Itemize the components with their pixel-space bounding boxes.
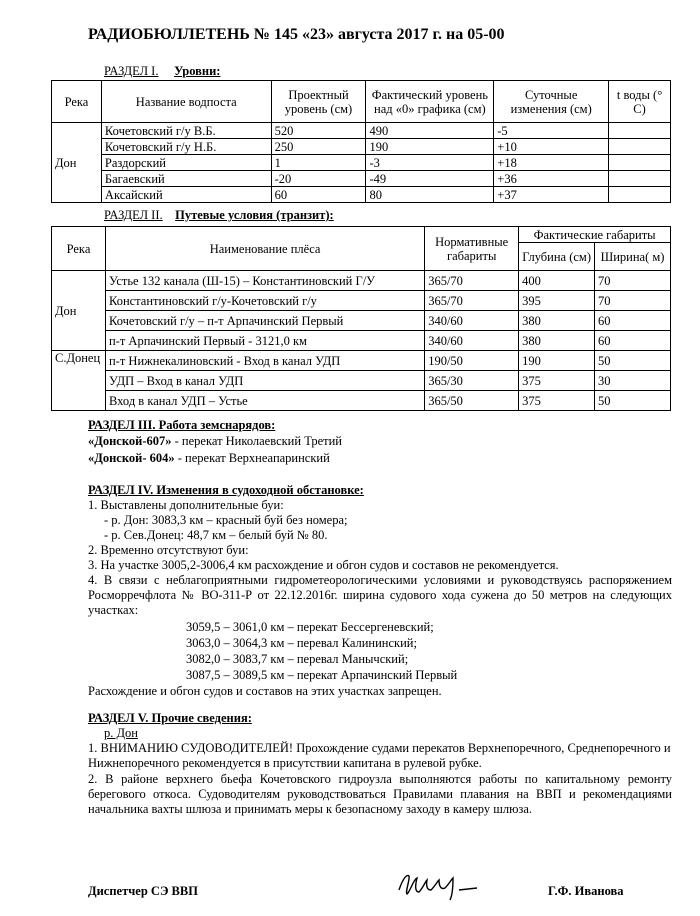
section4-item1-a: - р. Дон: 3083,3 км – красный буй без номера; — [104, 513, 348, 527]
transit-header-width: Ширина( м) — [595, 243, 671, 271]
transit-river-cell: Дон — [52, 271, 106, 351]
table-row — [52, 155, 671, 171]
transit-header-river: Река — [52, 227, 106, 271]
transit-reach: Кочетовский г/у – п-т Арпачинский Первый — [105, 311, 424, 331]
section1-heading — [104, 64, 220, 79]
transit-header-actual: Фактические габариты — [519, 227, 671, 243]
narrowed-segment: 3082,0 – 3083,7 км – перевал Манычский; — [186, 652, 409, 666]
section4-item1: 1. Выставлены дополнительные буи: — [88, 498, 284, 512]
table-row — [52, 171, 671, 187]
section5-item2: 2. В районе верхнего бьефа Кочетовского гидроузла выполняются работы по капитальному ремонту берегового откоса. Судоводителям руководствоваться Правилами плавания на ВВП и рекомендациями начальника вахты шлюза и принимать меры к безопасному заходу в камеру шлюза. — [88, 772, 672, 816]
section1-name: Уровни: — [174, 64, 221, 78]
levels-temp — [609, 155, 671, 171]
narrowed-segment: 3063,0 – 3064,3 км – перевал Калининский; — [186, 636, 417, 650]
transit-width: 50 — [595, 351, 671, 371]
levels-actual: 190 — [366, 139, 494, 155]
transit-header-depth: Глубина (см) — [519, 243, 595, 271]
table-row — [52, 371, 671, 391]
levels-post: Кочетовский г/у Н.Б. — [101, 139, 271, 155]
levels-design: 520 — [271, 123, 366, 139]
transit-width: 60 — [595, 311, 671, 331]
transit-normative: 365/30 — [425, 371, 519, 391]
dispatcher-role: Диспетчер СЭ ВВП — [88, 884, 198, 898]
levels-actual: -49 — [366, 171, 494, 187]
table-row — [52, 291, 671, 311]
levels-temp — [609, 187, 671, 203]
levels-temp — [609, 139, 671, 155]
table-row — [52, 391, 671, 411]
section2-name: Путевые условия (транзит): — [175, 208, 334, 222]
levels-header-temp: t воды (° С) — [609, 81, 671, 123]
levels-daily: -5 — [494, 123, 609, 139]
narrowed-segment: 3087,5 – 3089,5 км – перекат Арпачинский Первый — [186, 668, 458, 682]
narrowed-segment: 3059,5 – 3061,0 км – перекат Бессергеневский; — [186, 620, 434, 634]
table-row — [52, 311, 671, 331]
levels-header-post: Название водпоста — [101, 81, 271, 123]
transit-header-row — [52, 227, 671, 243]
levels-post: Раздорский — [101, 155, 271, 171]
dredger-line — [88, 451, 330, 466]
levels-header-daily: Суточные изменения (см) — [494, 81, 609, 123]
transit-normative: 365/50 — [425, 391, 519, 411]
levels-table — [51, 80, 671, 203]
levels-header-row — [52, 81, 671, 123]
transit-width: 70 — [595, 291, 671, 311]
transit-depth: 400 — [519, 271, 595, 291]
table-row — [52, 271, 671, 291]
levels-temp — [609, 123, 671, 139]
levels-design: 250 — [271, 139, 366, 155]
levels-header-actual: Фактический уровень над «0» графика (см) — [366, 81, 494, 123]
levels-actual: 80 — [366, 187, 494, 203]
transit-reach: Устье 132 канала (Ш-15) – Константиновский Г/У — [105, 271, 424, 291]
section1-number: РАЗДЕЛ I. — [104, 64, 159, 78]
levels-daily: +10 — [494, 139, 609, 155]
table-row — [52, 187, 671, 203]
levels-design: 1 — [271, 155, 366, 171]
section4-closing: Расхождение и обгон судов и составов на этих участках запрещен. — [88, 684, 442, 698]
transit-width: 60 — [595, 331, 671, 351]
dredger-line — [88, 434, 342, 449]
transit-width: 30 — [595, 371, 671, 391]
transit-header-reach: Наименование плёса — [105, 227, 424, 271]
transit-header-normative: Нормативные габариты — [425, 227, 519, 271]
section5-heading: РАЗДЕЛ V. Прочие сведения: — [88, 711, 252, 725]
levels-header-design: Проектный уровень (см) — [271, 81, 366, 123]
transit-reach: п-т Арпачинский Первый - 3121,0 км — [105, 331, 424, 351]
transit-normative: 365/70 — [425, 291, 519, 311]
transit-reach: УДП – Вход в канал УДП — [105, 371, 424, 391]
section2-heading — [104, 208, 334, 223]
dredger-name: «Донской-607» — [88, 434, 172, 448]
transit-depth: 375 — [519, 391, 595, 411]
transit-reach: п-т Нижнекалиновский - Вход в канал УДП — [105, 351, 424, 371]
section4-heading: РАЗДЕЛ IV. Изменения в судоходной обстановке: — [88, 483, 364, 497]
dispatcher-name: Г.Ф. Иванова — [548, 884, 624, 898]
bulletin-title: РАДИОБЮЛЛЕТЕНЬ № 145 «23» августа 2017 г. на 05-00 — [88, 26, 505, 43]
transit-depth: 380 — [519, 311, 595, 331]
transit-river-cell: С.Донец — [52, 351, 106, 411]
levels-actual: -3 — [366, 155, 494, 171]
section3-heading: РАЗДЕЛ III. Работа земснарядов: — [88, 418, 276, 432]
transit-normative: 340/60 — [425, 331, 519, 351]
table-row — [52, 351, 671, 371]
section4-item2: 2. Временно отсутствуют буи: — [88, 543, 249, 557]
section4-item1-b: - р. Сев.Донец: 48,7 км – белый буй № 80. — [104, 528, 328, 542]
levels-post: Аксайский — [101, 187, 271, 203]
transit-normative: 365/70 — [425, 271, 519, 291]
levels-header-river: Река — [52, 81, 102, 123]
dredger-name: «Донской- 604» — [88, 451, 175, 465]
levels-river-cell: Дон — [52, 123, 102, 203]
section4-item3: 3. На участке 3005,2-3006,4 км расхождение и обгон судов и составов не рекомендуется. — [88, 558, 559, 572]
transit-depth: 190 — [519, 351, 595, 371]
levels-design: -20 — [271, 171, 366, 187]
transit-normative: 190/50 — [425, 351, 519, 371]
transit-width: 50 — [595, 391, 671, 411]
dredger-location: - перекат Верхнеапаринский — [174, 451, 330, 465]
levels-post: Багаевский — [101, 171, 271, 187]
levels-daily: +36 — [494, 171, 609, 187]
levels-post: Кочетовский г/у В.Б. — [101, 123, 271, 139]
levels-temp — [609, 171, 671, 187]
section2-number: РАЗДЕЛ II. — [104, 208, 163, 222]
section5-river: р. Дон — [104, 726, 138, 740]
table-row — [52, 139, 671, 155]
transit-depth: 395 — [519, 291, 595, 311]
transit-depth: 375 — [519, 371, 595, 391]
levels-daily: +37 — [494, 187, 609, 203]
table-row — [52, 123, 671, 139]
transit-reach: Константиновский г/у-Кочетовский г/у — [105, 291, 424, 311]
transit-table — [51, 226, 671, 411]
transit-normative: 340/60 — [425, 311, 519, 331]
levels-actual: 490 — [366, 123, 494, 139]
transit-reach: Вход в канал УДП – Устье — [105, 391, 424, 411]
section4-item4: 4. В связи с неблагоприятными гидрометеорологическими условиями и руководствуясь распоряжением Росморречфлота № ВО-311-Р от 22.12.2016г. ширина судового хода сужена до 50 метров на следующих участках: — [88, 573, 672, 617]
levels-design: 60 — [271, 187, 366, 203]
table-row — [52, 331, 671, 351]
dredger-location: - перекат Николаевский Третий — [171, 434, 342, 448]
section5-item1: 1. ВНИМАНИЮ СУДОВОДИТЕЛЕЙ! Прохождение судами перекатов Верхнепоречного, Среднепоречного и Нижнепоречного рекомендуется в присутствии капитана в рулевой рубке. — [88, 741, 671, 770]
signature — [395, 868, 485, 902]
transit-depth: 380 — [519, 331, 595, 351]
transit-width: 70 — [595, 271, 671, 291]
levels-daily: +18 — [494, 155, 609, 171]
